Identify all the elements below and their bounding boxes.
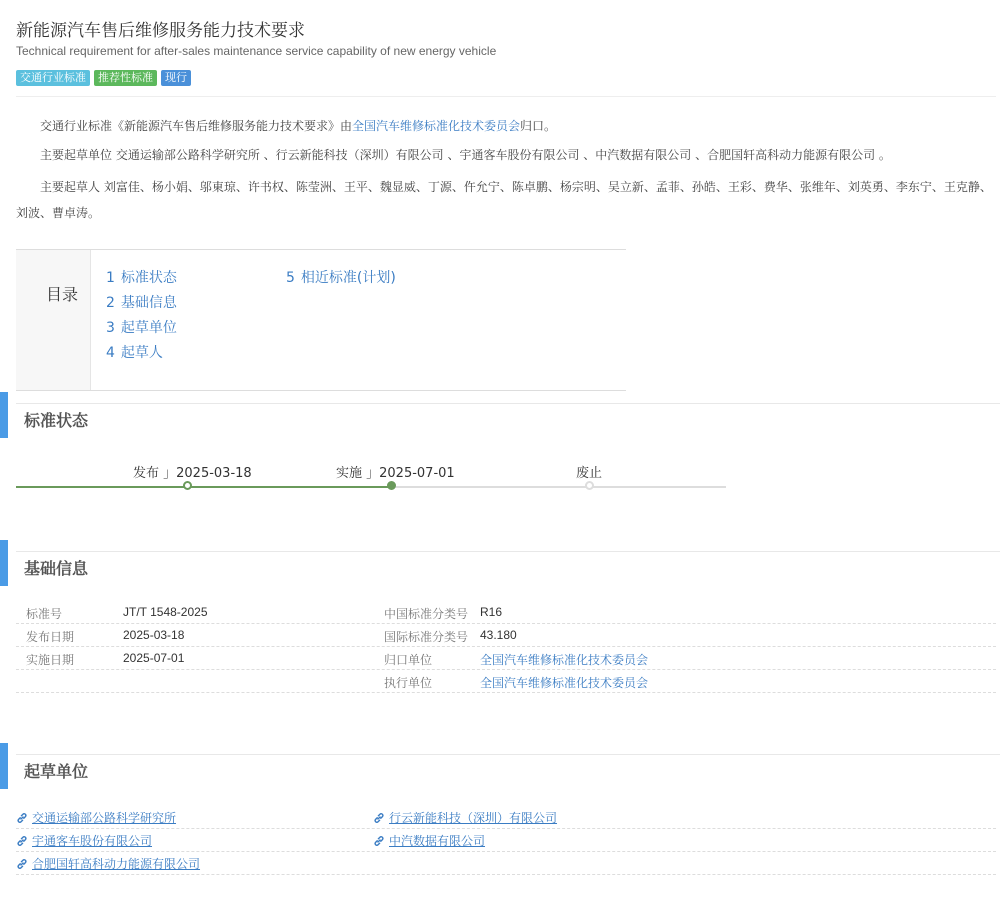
table-row: [16, 600, 996, 624]
toc-num: 4: [106, 345, 115, 361]
drafting-unit-name: 合肥国轩高科动力能源有限公司: [32, 857, 201, 871]
info-value: 2025-03-18: [123, 628, 185, 642]
toc-label: 基础信息: [120, 295, 177, 311]
drafting-unit-name: 交通运输部公路科学研究所: [32, 811, 177, 825]
section-basic: [0, 540, 1000, 580]
toc-num: 5: [286, 270, 295, 286]
tag-recommended: 推荐性标准: [94, 70, 157, 86]
table-row: [16, 623, 996, 647]
info-value: JT/T 1548-2025: [123, 605, 208, 619]
toc-num: 2: [106, 295, 115, 311]
drafting-unit-name: 中汽数据有限公司: [389, 834, 486, 848]
page-subtitle: Technical requirement for after-sales maintenance service capability of new energy vehicle: [16, 44, 497, 58]
drafting-unit-name: 宇通客车股份有限公司: [32, 834, 153, 848]
toc-item-drafters[interactable]: [106, 342, 163, 362]
tag-industry-standard: 交通行业标准: [16, 70, 90, 86]
info-key: 中国标准分类号: [384, 607, 469, 621]
exec-unit-link[interactable]: 全国汽车维修标准化技术委员会: [480, 676, 649, 690]
drafting-unit-link[interactable]: [16, 809, 176, 826]
intro-text: 归口。: [520, 119, 557, 133]
toc-num: 1: [106, 270, 115, 286]
intro-paragraph-2: 主要起草单位 交通运输部公路科学研究所 、行云新能科技（深圳）有限公司 、宇通客车股份有限公司 、中汽数据有限公司 、合肥国轩高科动力能源有限公司 。: [40, 148, 891, 162]
toc-label: 标准状态: [120, 270, 177, 286]
toc-label: 起草人: [120, 345, 163, 361]
tc-unit-link[interactable]: 全国汽车维修标准化技术委员会: [480, 653, 649, 667]
link-icon: [16, 835, 28, 847]
section-bar: [0, 743, 8, 789]
timeline-abolish-dot: [585, 481, 594, 490]
table-row: [16, 669, 996, 693]
tc-link[interactable]: 全国汽车维修标准化技术委员会: [352, 119, 521, 133]
section-title: 基础信息: [24, 556, 98, 579]
info-value: 43.180: [480, 628, 517, 642]
intro-text: 交通行业标准《新能源汽车售后维修服务能力技术要求》由: [40, 119, 353, 133]
info-key: 执行单位: [384, 676, 433, 690]
drafting-unit-link[interactable]: [373, 809, 557, 826]
intro-paragraph-1: [16, 113, 996, 139]
timeline-progress: [16, 486, 392, 488]
toc-label: 相近标准(计划): [300, 270, 396, 286]
list-row: [16, 852, 996, 875]
section-bar: [0, 392, 8, 438]
list-row: [16, 806, 996, 829]
info-value: R16: [480, 605, 503, 619]
intro-paragraph-3: 主要起草人 刘富佳、杨小娟、邬東琼、许书权、陈莹洲、王平、魏显威、丁源、仵允宁、陈卓鹏、杨宗明、吴立新、孟菲、孙皓、王彩、费华、张维年、刘英勇、李东宁、王克静、刘波、曹卓涛。: [16, 180, 992, 220]
section-title: 标准状态: [24, 408, 98, 431]
toc-num: 3: [106, 320, 115, 336]
toc-heading-box: [16, 250, 91, 390]
info-key: 归口单位: [384, 653, 433, 667]
list-row: [16, 829, 996, 852]
tag-list: [16, 70, 191, 86]
section-bar: [0, 540, 8, 586]
table-row: [16, 646, 996, 670]
info-key: 标准号: [26, 607, 63, 621]
table-of-contents: [16, 249, 626, 391]
timeline-implement-dot: [387, 481, 396, 490]
timeline-publish-dot: [183, 481, 192, 490]
link-icon: [373, 812, 385, 824]
drafting-unit-name: 行云新能科技（深圳）有限公司: [389, 811, 558, 825]
toc-item-similar[interactable]: [286, 267, 396, 287]
link-icon: [16, 812, 28, 824]
info-key: 实施日期: [26, 653, 75, 667]
link-icon: [16, 858, 28, 870]
drafting-unit-link[interactable]: [16, 832, 152, 849]
divider: [16, 96, 996, 97]
section-units: [0, 743, 1000, 783]
toc-item-status[interactable]: [106, 267, 177, 287]
timeline-abolish-label: 废止: [576, 466, 603, 481]
info-key: 国际标准分类号: [384, 630, 469, 644]
tag-current: 现行: [161, 70, 191, 86]
info-key: 发布日期: [26, 630, 75, 644]
section-line: [16, 551, 1000, 552]
section-status: [0, 392, 1000, 432]
page-title: 新能源汽车售后维修服务能力技术要求: [16, 21, 305, 41]
timeline-implement-label: 实施 」2025-07-01: [336, 466, 455, 481]
section-line: [16, 754, 1000, 755]
status-timeline: [16, 460, 726, 500]
info-value: 2025-07-01: [123, 651, 185, 665]
link-icon: [373, 835, 385, 847]
toc-item-basic[interactable]: [106, 292, 177, 312]
drafting-unit-link[interactable]: [373, 832, 485, 849]
toc-heading: 目录: [46, 285, 79, 304]
section-line: [16, 403, 1000, 404]
toc-item-units[interactable]: [106, 317, 177, 337]
timeline-publish-label: 发布 」2025-03-18: [133, 466, 252, 481]
toc-label: 起草单位: [120, 320, 177, 336]
drafting-unit-link[interactable]: [16, 855, 200, 872]
section-title: 起草单位: [24, 759, 98, 782]
